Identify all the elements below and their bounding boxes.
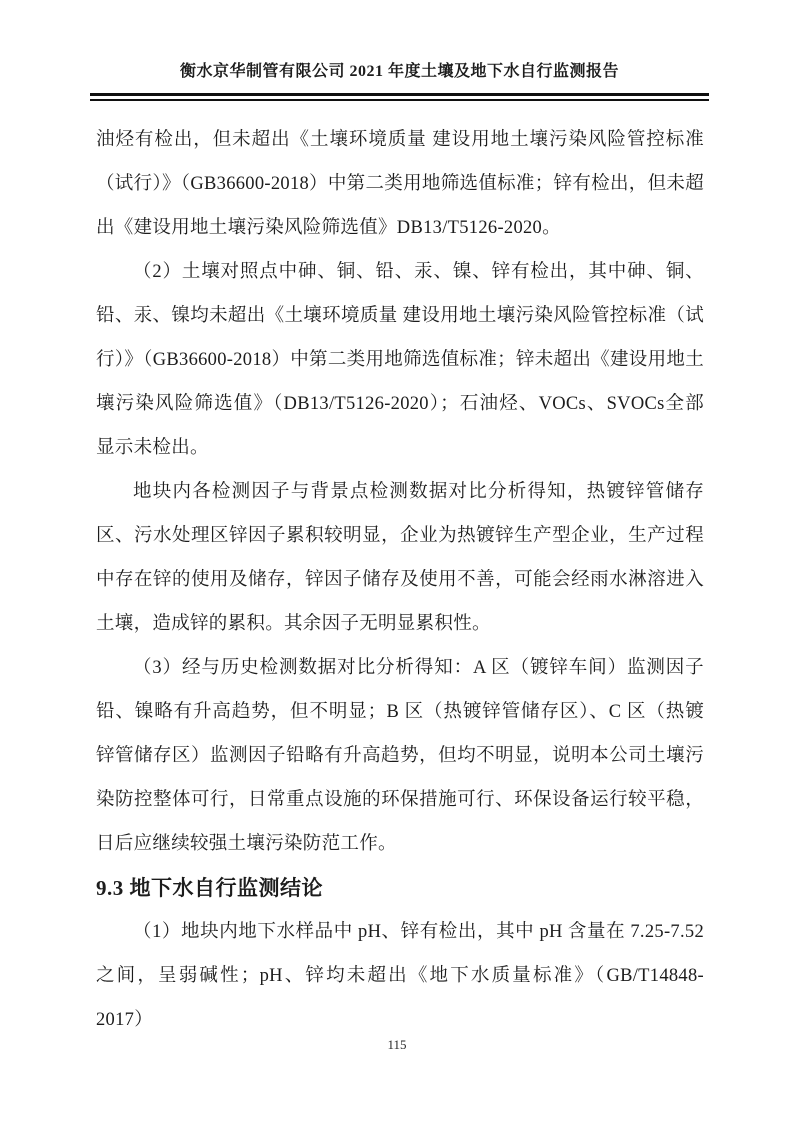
page-header bbox=[90, 58, 709, 81]
page-footer bbox=[0, 1037, 794, 1053]
document-body bbox=[96, 118, 704, 1042]
page-number: 115 bbox=[387, 1037, 407, 1052]
paragraph-soil-control-points: （2）土壤对照点中砷、铜、铅、汞、镍、锌有检出，其中砷、铜、铅、汞、镍均未超出《土壤环境质量 建设用地土壤污染风险管控标准（试行）》（GB36600-2018）中第二类用地筛选值标准；锌未超出《建设用地土壤污染风险筛选值》（DB13/T5126-2020）；石油烃、VOCs、SVOCs全部显示未检出。 bbox=[96, 262, 704, 458]
section-heading-groundwater-conclusion: 9.3 地下水自行监测结论 bbox=[96, 876, 323, 900]
page-header-title: 衡水京华制管有限公司 2021 年度土壤及地下水自行监测报告 bbox=[179, 63, 619, 80]
paragraph-background-comparison: 地块内各检测因子与背景点检测数据对比分析得知，热镀锌管储存区、污水处理区锌因子累积较明显，企业为热镀锌生产型企业，生产过程中存在锌的使用及储存，锌因子储存及使用不善，可能会经雨水淋溶进入土壤，造成锌的累积。其余因子无明显累积性。 bbox=[96, 482, 704, 634]
paragraph-soil-continuation: 油烃有检出，但未超出《土壤环境质量 建设用地土壤污染风险管控标准（试行）》（GB36600-2018）中第二类用地筛选值标准；锌有检出，但未超出《建设用地土壤污染风险筛选值》DB13/T5126-2020。 bbox=[96, 130, 704, 238]
paragraph-groundwater-results: （1）地块内地下水样品中 pH、锌有检出，其中 pH 含量在 7.25-7.52 之间，呈弱碱性；pH、锌均未超出《地下水质量标准》（GB/T14848-2017） bbox=[96, 922, 704, 1030]
header-rule bbox=[90, 93, 709, 101]
paragraph-historical-comparison: （3）经与历史检测数据对比分析得知：A 区（镀锌车间）监测因子铅、镍略有升高趋势，但不明显；B 区（热镀锌管储存区）、C 区（热镀锌管储存区）监测因子铅略有升高趋势，但均不明显，说明本公司土壤污染防控整体可行，日常重点设施的环保措施可行、环保设备运行较平稳，日后应继续较强土壤污染防范工作。 bbox=[96, 658, 704, 854]
